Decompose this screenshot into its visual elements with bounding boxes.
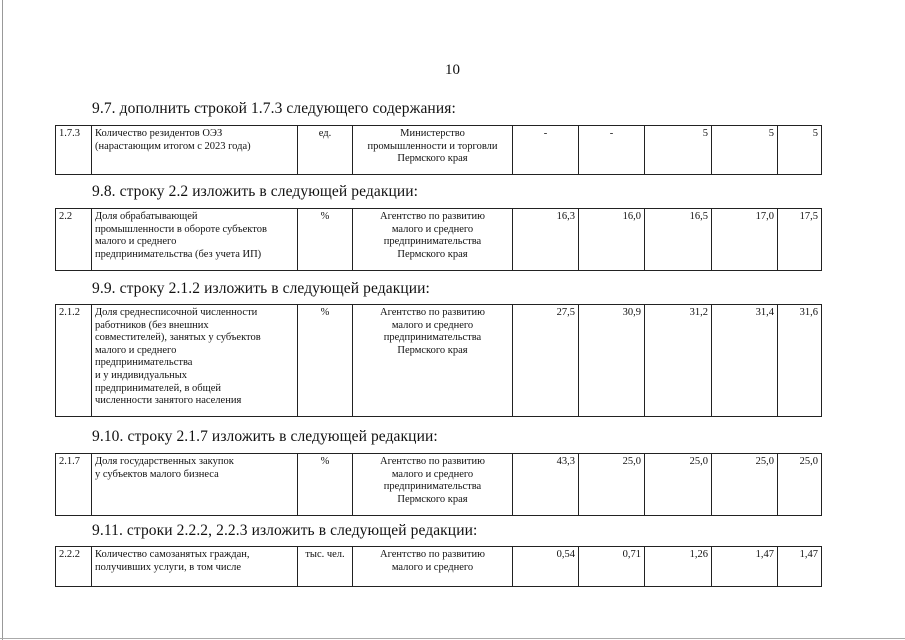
row-code: 2.1.7 [56,454,92,516]
row-value-4: 5 [712,126,778,175]
row-value-3: 16,5 [645,209,712,271]
row-value-3: 1,26 [645,547,712,587]
row-value-3: 25,0 [645,454,712,516]
row-value-1: 16,3 [513,209,579,271]
row-responsible: Агентство по развитию малого и среднего предпринимательства Пермского края [353,305,513,417]
row-name: Доля среднесписочной численности работников (без внешних совместителей), занятых у субъектов малого и среднего предпринимательства и у индивидуальных предпринимателей, в общей численности занятого населения [92,305,298,417]
row-unit: % [298,209,353,271]
row-value-2: - [579,126,645,175]
row-value-2: 30,9 [579,305,645,417]
row-value-2: 16,0 [579,209,645,271]
row-value-4: 25,0 [712,454,778,516]
row-value-2: 0,71 [579,547,645,587]
row-code: 1.7.3 [56,126,92,175]
row-value-4: 17,0 [712,209,778,271]
row-value-5: 1,47 [778,547,822,587]
row-value-1: - [513,126,579,175]
row-code: 2.1.2 [56,305,92,417]
row-responsible: Агентство по развитию малого и среднего предпринимательства Пермского края [353,209,513,271]
row-unit: тыс. чел. [298,547,353,587]
row-value-5: 31,6 [778,305,822,417]
row-value-1: 43,3 [513,454,579,516]
scan-edge-bottom [0,638,905,639]
table-row-2-1-7 [55,453,822,516]
row-value-4: 1,47 [712,547,778,587]
row-unit: % [298,305,353,417]
row-name: Количество резидентов ОЭЗ (нарастающим итогом с 2023 года) [92,126,298,175]
table-row-2-2-2 [55,546,822,587]
table-row-2-1-2 [55,304,822,417]
row-code: 2.2 [56,209,92,271]
row-value-2: 25,0 [579,454,645,516]
row-value-3: 5 [645,126,712,175]
page-number: 10 [445,62,460,78]
row-name: Доля государственных закупок у субъектов малого бизнеса [92,454,298,516]
row-name: Количество самозанятых граждан, получивших услуги, в том числе [92,547,298,587]
row-code: 2.2.2 [56,547,92,587]
row-responsible: Агентство по развитию малого и среднего [353,547,513,587]
row-value-1: 27,5 [513,305,579,417]
table-row-2-2 [55,208,822,271]
section-heading-9-9: 9.9. строку 2.1.2 изложить в следующей редакции: [92,280,430,297]
row-value-5: 25,0 [778,454,822,516]
section-heading-9-8: 9.8. строку 2.2 изложить в следующей редакции: [92,183,419,200]
row-value-3: 31,2 [645,305,712,417]
row-value-5: 5 [778,126,822,175]
section-heading-9-10: 9.10. строку 2.1.7 изложить в следующей редакции: [92,428,438,445]
row-responsible: Агентство по развитию малого и среднего предпринимательства Пермского края [353,454,513,516]
section-heading-9-7: 9.7. дополнить строкой 1.7.3 следующего содержания: [92,100,456,117]
row-value-4: 31,4 [712,305,778,417]
row-unit: % [298,454,353,516]
row-responsible: Министерство промышленности и торговли Пермского края [353,126,513,175]
table-row-1-7-3 [55,125,822,175]
row-value-1: 0,54 [513,547,579,587]
scan-edge-line [2,0,3,640]
row-name: Доля обрабатывающей промышленности в обороте субъектов малого и среднего предпринимательства (без учета ИП) [92,209,298,271]
section-heading-9-11: 9.11. строки 2.2.2, 2.2.3 изложить в следующей редакции: [92,522,478,539]
row-value-5: 17,5 [778,209,822,271]
row-unit: ед. [298,126,353,175]
